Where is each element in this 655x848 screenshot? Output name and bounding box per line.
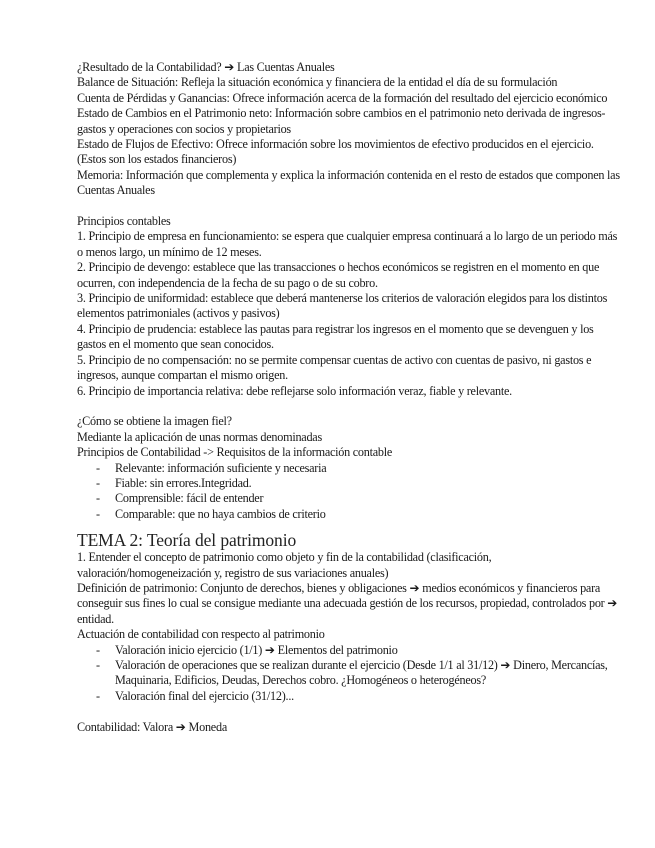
- text-line: Definición de patrimonio: Conjunto de derechos, bienes y obligaciones ➔ medios económicos y financieros para conseguir sus fines lo cual se consigue mediante una adecuada gestión de los recursos, propiedad, controlados por ➔ entidad.: [77, 580, 618, 626]
- text-line: Actuación de contabilidad con respecto al patrimonio: [77, 627, 325, 642]
- text-line: Contabilidad: Valora ➔ Moneda: [77, 719, 227, 734]
- list-item: - Valoración inicio ejercicio (1/1) ➔ Elementos del patrimonio: [77, 643, 622, 658]
- list-item: - Fiable: sin errores.Integridad.: [77, 476, 622, 491]
- actuaciones-list: [77, 643, 622, 705]
- spacer: [77, 399, 622, 414]
- principios-section: [77, 214, 622, 399]
- list-item: 4. Principio de prudencia: establece las pautas para registrar los ingresos en el momento que se devenguen y los gastos en el momento que sean conocidos.: [77, 321, 594, 352]
- list-item: - Valoración de operaciones que se realizan durante el ejercicio (Desde 1/1 al 31/12) ➔ Dinero, Mercancías, Maquinaria, Edificios, Deudas, Derechos cobro. ¿Homogéneos o heterogéneos?: [77, 658, 622, 689]
- text-line: Memoria: Información que complementa y explica la información contenida en el resto de estados que componen las Cuentas Anuales: [77, 167, 620, 198]
- text-line: Estado de Cambios en el Patrimonio neto: Información sobre cambios en el patrimonio neto derivada de ingresos-gastos y operaciones con socios y propietarios: [77, 106, 606, 136]
- document-page: [77, 60, 622, 735]
- text-line: Mediante la aplicación de unas normas denominadas: [77, 429, 322, 444]
- text-line: ¿Resultado de la Contabilidad? ➔ Las Cuentas Anuales: [77, 60, 335, 74]
- text-line: 1. Entender el concepto de patrimonio como objeto y fin de la contabilidad (clasificación, valoración/homogeneización y, registro de sus variaciones anuales): [77, 550, 492, 580]
- tema2-heading: TEMA 2: Teoría del patrimonio: [77, 530, 297, 551]
- list-item: - Valoración final del ejercicio (31/12)...: [77, 689, 622, 704]
- list-item: 1. Principio de empresa en funcionamiento: se espera que cualquier empresa continuará a lo largo de un periodo más o menos largo, un mínimo de 12 meses.: [77, 229, 618, 259]
- list-item: 3. Principio de uniformidad: establece que deberá mantenerse los criterios de valoración elegidos para los distintos elementos patrimoniales (activos y pasivos): [77, 291, 608, 321]
- section-title: Principios contables: [77, 214, 171, 229]
- cuentas-anuales-section: [77, 60, 622, 199]
- list-item: 2. Principio de devengo: establece que las transacciones o hechos económicos se registren en el momento en que ocurren, con independencia de la fecha de su pago o de su cobro.: [77, 260, 600, 290]
- list-item: 5. Principio de no compensación: no se permite compensar cuentas de activo con cuentas de pasivo, ni gastos e ingresos, aunque compartan el mismo origen.: [77, 352, 592, 383]
- list-item: - Comparable: que no haya cambios de criterio: [77, 507, 622, 522]
- spacer: [77, 199, 622, 214]
- text-line: Balance de Situación: Refleja la situación económica y financiera de la entidad el día de su formulación: [77, 75, 558, 90]
- imagen-fiel-section: [77, 414, 622, 522]
- list-item: - Relevante: información suficiente y necesaria: [77, 461, 622, 476]
- list-item: - Comprensible: fácil de entender: [77, 491, 622, 506]
- text-line: Cuenta de Pérdidas y Ganancias: Ofrece información acerca de la formación del resultado del ejercicio económico: [77, 90, 608, 105]
- text-line: Estado de Flujos de Efectivo: Ofrece información sobre los movimientos de efectivo producidos en el ejercicio.: [77, 137, 594, 152]
- requisitos-list: [77, 461, 622, 523]
- text-line: (Estos son los estados financieros): [77, 152, 237, 167]
- list-item: 6. Principio de importancia relativa: debe reflejarse solo información veraz, fiable y relevante.: [77, 383, 512, 398]
- text-line: Principios de Contabilidad -> Requisitos de la información contable: [77, 445, 393, 460]
- tema2-section: [77, 550, 622, 735]
- text-line: ¿Cómo se obtiene la imagen fiel?: [77, 414, 232, 429]
- spacer: [77, 704, 622, 719]
